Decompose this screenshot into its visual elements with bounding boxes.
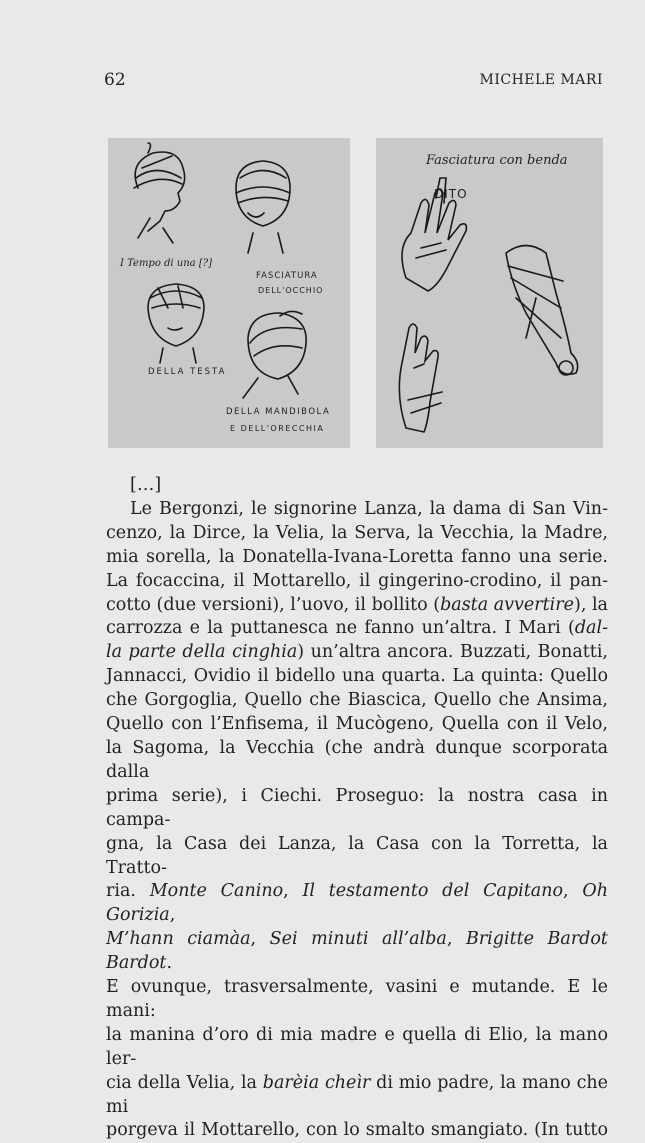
text-run: barèia cheìr — [262, 1072, 371, 1093]
body-text — [106, 474, 608, 1143]
text-line — [106, 880, 608, 928]
svg-text:I Tempo di una [?]: I Tempo di una [?] — [120, 258, 212, 269]
text-run: ria. — [106, 881, 150, 902]
svg-text:DELL'OCCHIO: DELL'OCCHIO — [258, 286, 324, 295]
text-run: Il testamento del Capitano — [302, 881, 564, 902]
text-run: Brigitte Bardot Bardot — [106, 929, 608, 974]
text-line: cenzo, la Dirce, la Velia, la Serva, la Vecchia, la Madre, — [106, 522, 608, 543]
text-line: prima serie), i Ciechi. Proseguo: la nostra casa in campa- — [106, 785, 608, 830]
text-line: […] — [130, 475, 162, 495]
text-run: carrozza e la puttanesca ne fanno un’altra. I Mari ( — [106, 618, 575, 639]
text-line: Jannacci, Ovidio il bidello una quarta. La quinta: Quello — [106, 666, 608, 687]
text-run: M’hann ciamàa — [106, 929, 251, 950]
bandaged-hands-drawing — [376, 138, 603, 448]
text-run: Sei minuti all’alba — [269, 929, 447, 950]
text-run: , — [169, 905, 176, 926]
svg-text:DELLA MANDIBOLA: DELLA MANDIBOLA — [226, 407, 331, 417]
text-run: , — [250, 929, 270, 950]
text-line: mia sorella, la Donatella-Ivana-Loretta fanno una serie. — [106, 546, 608, 567]
text-run: di mio padre, la mano che mi — [106, 1072, 608, 1117]
bandage-heads-sketch — [108, 138, 350, 448]
page-number: 62 — [104, 70, 126, 90]
text-run: , — [446, 929, 466, 950]
svg-text:Fasciatura con benda: Fasciatura con benda — [426, 153, 568, 168]
svg-text:DITO: DITO — [434, 187, 468, 201]
text-run: Oh Gorizia — [106, 881, 608, 926]
text-line: gna, la Casa dei Lanza, la Casa con la Torretta, la Tratto- — [106, 833, 608, 878]
text-line — [106, 928, 608, 976]
svg-text:DELLA TESTA: DELLA TESTA — [148, 367, 227, 377]
text-run: cia della Velia, la — [106, 1072, 263, 1093]
svg-text:E DELL'ORECCHIA: E DELL'ORECCHIA — [230, 424, 325, 433]
text-run: basta avvertire — [440, 594, 574, 615]
text-run: Monte Canino — [149, 881, 284, 902]
text-line: La focaccina, il Mottarello, il gingerino-crodino, il pan- — [106, 570, 608, 591]
text-line — [106, 594, 608, 618]
text-line: Quello con l’Enfisema, il Mucògeno, Quella con il Velo, — [106, 714, 608, 735]
text-run: , — [283, 881, 303, 902]
text-line: E ovunque, trasversalmente, vasini e mutande. E le mani: — [106, 977, 608, 1021]
text-line — [106, 617, 608, 641]
text-line: Le Bergonzi, le signorine Lanza, la dama di San Vin- — [130, 498, 608, 519]
bandaged-hands-sketch — [376, 138, 603, 448]
text-line — [106, 1072, 608, 1120]
text-run: la parte della cinghia — [106, 642, 298, 663]
bandage-heads-drawing — [108, 138, 350, 448]
text-run: ) un’altra ancora. Buzzati, Bonatti, — [297, 642, 608, 663]
text-run: . — [166, 953, 173, 974]
text-run: dal- — [574, 618, 608, 639]
text-run: cotto (due versioni), l’uovo, il bollito ( — [106, 594, 441, 615]
text-line: porgeva il Mottarello, con lo smalto smangiato. (In tutto — [106, 1120, 608, 1141]
text-line — [106, 641, 608, 665]
text-line: la manina d’oro di mia madre e quella di Elio, la mano ler- — [106, 1024, 608, 1069]
text-line: la Sagoma, la Vecchia (che andrà dunque scorporata dalla — [106, 737, 608, 782]
text-run: ), la — [574, 594, 608, 615]
text-run: , — [563, 881, 583, 902]
text-line: che Gorgoglia, Quello che Biascica, Quello che Ansima, — [106, 690, 608, 711]
running-head: MICHELE MARI — [479, 72, 603, 88]
svg-text:FASCIATURA: FASCIATURA — [256, 271, 318, 281]
